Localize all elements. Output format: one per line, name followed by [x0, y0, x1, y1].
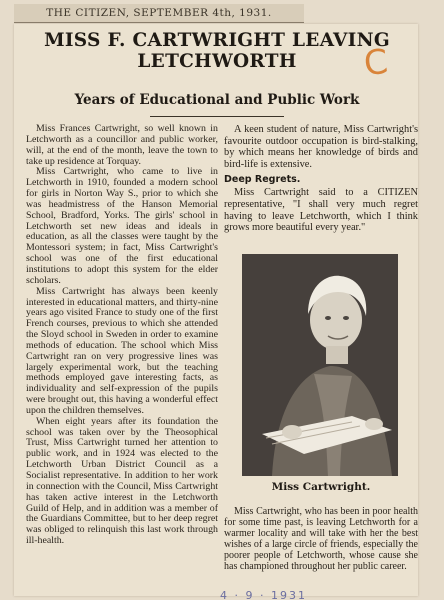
- article-headline: MISS F. CARTWRIGHT LEAVING LETCHWORTH: [44, 30, 390, 72]
- handwritten-archive-note: [220, 590, 360, 600]
- portrait-illustration: [242, 254, 398, 476]
- headline-rule: [150, 116, 284, 117]
- left-paragraph-2: Miss Cartwright, who came to live in Letchworth in 1910, founded a modern school for girls in Norton Way S., prior to which she was headmistress of the Hanson Memorial School, Bradford, Yorks. The girls' school in Letchworth set new ideas and ideals in education, as all the classes were taught by the Montessori system; in fact, Miss Cartwright's school was one of the first educational institutions to adopt this system for the elder scholars.: [26, 166, 218, 286]
- photo-caption: Miss Cartwright.: [271, 481, 371, 493]
- pencil-annotation-mark: C: [361, 41, 390, 85]
- newspaper-masthead-strip: [14, 4, 304, 23]
- article-closing-column: [224, 506, 418, 590]
- section-heading-deep-regrets: Deep Regrets.: [224, 174, 301, 186]
- article-subheadline: Years of Educational and Public Work: [74, 92, 360, 108]
- left-paragraph-3: Miss Cartwright has always been keenly interested in educational matters, and thirty-nine years ago visited France to study one of the first French courses, previous to which she attended the Sloyd school in Sweden in order to examine methods of education. The school which Miss Cartwright ran on very progressive lines was largely experimental work, but the teaching methods employed gave interesting facts, as individuality and self-expression of the pupils were brought out, this having a wonderful effect upon the children themselves.: [26, 285, 218, 416]
- article-right-column: [224, 124, 418, 234]
- left-paragraph-1: Miss Frances Cartwright, so well known in Letchworth as a councillor and public worker, will, at the end of the month, leave the town to take up residence at Torquay.: [26, 124, 218, 167]
- article-left-column: [26, 124, 218, 592]
- handwritten-note-text: 4 · 9 · 1931: [220, 590, 307, 600]
- left-paragraph-4: When eight years after its foundation the school was taken over by the Theosophical Trust, Miss Cartwright turned her attention to public work, and in 1924 was elected to the Letchworth Urban District Council as a Socialist representative. In addition to her work in connection with the Council, Miss Cartwright has taken active interest in the Letchworth Guild of Help, and in addition was a member of the Guardians Committee, but to her deep regret was obliged to relinquish this last work through ill-health.: [26, 415, 218, 547]
- regrets-paragraph: Miss Cartwright said to a CITIZEN representative, "I shall very much regret having to leave Letchworth, which I think grows more beautiful every year.": [224, 187, 418, 234]
- closing-paragraph: Miss Cartwright, who has been in poor health for some time past, is leaving Letchworth for a warmer locality and will take with her the best wishes of a large circle of friends, especially the poorer people of Letchworth, whose cause she has championed throughout her public career.: [224, 506, 418, 572]
- portrait-photo: [242, 254, 398, 476]
- masthead-text: THE CITIZEN, SEPTEMBER 4th, 1931.: [46, 7, 272, 19]
- right-paragraph-1: A keen student of nature, Miss Cartwright's favourite outdoor occupation is bird-stalking, by which means her knowledge of birds and bird-life is extensive.: [224, 124, 418, 170]
